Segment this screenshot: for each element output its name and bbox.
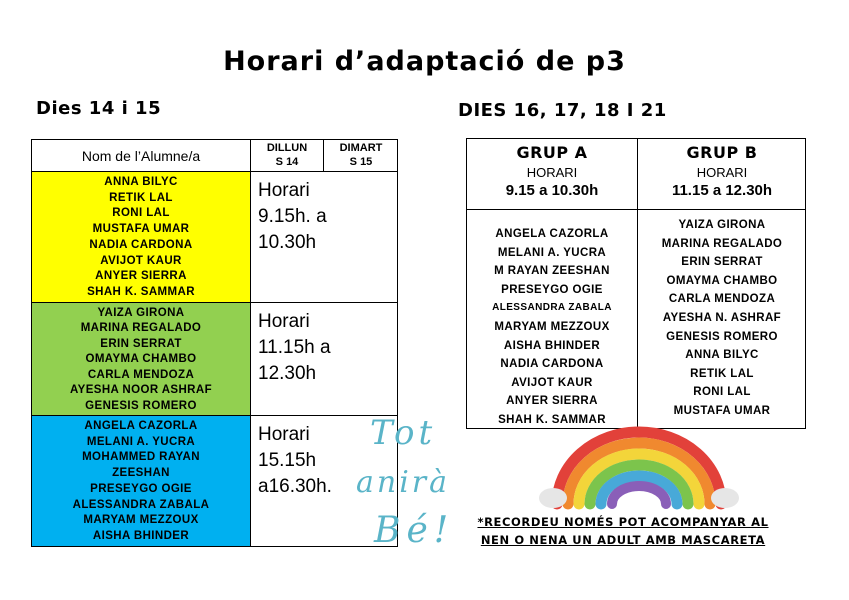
student-name: MUSTAFA UMAR bbox=[92, 223, 190, 236]
time-line: 11.15h a bbox=[258, 337, 331, 358]
page-title: Horari d’adaptació de p3 bbox=[223, 46, 626, 77]
student-name: NADIA CARDONA bbox=[89, 238, 193, 251]
list-item: AVIJOT KAUR bbox=[511, 376, 593, 389]
student-name: MARINA REGALADO bbox=[80, 322, 202, 334]
left-section-label: Dies 14 i 15 bbox=[36, 98, 162, 119]
group-green-time bbox=[258, 309, 393, 387]
time-line: Horari bbox=[258, 311, 310, 332]
student-name: OMAYMA CHAMBO bbox=[85, 353, 197, 365]
student-name: PRESEYGO OGIE bbox=[90, 482, 192, 495]
group-a-header bbox=[467, 143, 637, 199]
mask-note bbox=[458, 513, 788, 549]
group-yellow-time bbox=[258, 178, 393, 256]
group-yellow-row bbox=[32, 172, 397, 303]
group-blue-row bbox=[32, 416, 397, 546]
mask-note-line-2: NEN O NENA UN ADULT AMB MASCARETA bbox=[480, 533, 766, 547]
list-item: ANNA BILYC bbox=[685, 349, 759, 362]
list-item: PRESEYGO OGIE bbox=[501, 283, 603, 296]
group-a-hours: 9.15 a 10.30h bbox=[505, 182, 599, 199]
group-a-student-list bbox=[467, 225, 637, 430]
table-header-row bbox=[32, 140, 397, 172]
student-name: RONI LAL bbox=[112, 207, 170, 220]
handwriting-line-1: Tot bbox=[370, 413, 437, 453]
time-line: 12.30h bbox=[258, 363, 317, 384]
student-name: MOHAMMED RAYAN bbox=[82, 451, 200, 464]
student-name: ANNA BILYC bbox=[104, 175, 178, 188]
student-name: AVIJOT KAUR bbox=[100, 254, 182, 267]
student-name: SHAH K. SAMMAR bbox=[87, 286, 195, 299]
student-name: ANGELA CAZORLA bbox=[84, 419, 198, 432]
monday-header-line2: S 14 bbox=[275, 156, 299, 168]
list-item: ANGELA CAZORLA bbox=[495, 228, 609, 240]
tuesday-header-line2: S 15 bbox=[349, 156, 373, 168]
time-line: 15.15h bbox=[258, 450, 317, 471]
right-section-label: DIES 16, 17, 18 I 21 bbox=[458, 100, 667, 121]
time-line: Horari bbox=[258, 424, 310, 445]
list-item: MARYAM MEZZOUX bbox=[494, 320, 610, 333]
list-item: ERIN SERRAT bbox=[681, 256, 763, 269]
group-green-names bbox=[32, 303, 251, 415]
monday-header-line1: DILLUN bbox=[266, 142, 308, 154]
handwriting-line-3: Bé! bbox=[374, 510, 455, 551]
student-name: AISHA BHINDER bbox=[92, 530, 190, 543]
time-line: a16.30h. bbox=[258, 476, 332, 497]
list-item: MELANI A. YUCRA bbox=[497, 246, 607, 259]
list-item: AISHA BHINDER bbox=[503, 339, 601, 352]
list-item: AYESHA N. ASHRAF bbox=[662, 311, 782, 324]
tuesday-header bbox=[324, 140, 398, 171]
list-item: RONI LAL bbox=[693, 386, 751, 399]
list-item: ALESSANDRA ZABALA bbox=[492, 302, 612, 314]
student-name: MARYAM MEZZOUX bbox=[83, 514, 199, 527]
schedule-table-days-14-15 bbox=[31, 139, 398, 547]
rainbow-icon bbox=[539, 420, 739, 510]
list-item: SHAH K. SAMMAR bbox=[498, 413, 606, 426]
student-name: AYESHA NOOR ASHRAF bbox=[69, 384, 213, 396]
group-a-name: GRUP A bbox=[516, 143, 588, 162]
group-b-name: GRUP B bbox=[686, 143, 758, 162]
schedule-table-days-16-21 bbox=[466, 138, 806, 429]
list-item: MUSTAFA UMAR bbox=[673, 404, 771, 417]
time-line: 10.30h bbox=[258, 232, 317, 253]
group-blue-names bbox=[32, 416, 251, 546]
student-name: ERIN SERRAT bbox=[100, 337, 182, 350]
group-b-header bbox=[637, 143, 807, 199]
header-divider bbox=[467, 209, 805, 210]
student-name: ZEESHAN bbox=[112, 467, 170, 480]
student-name: RETIK LAL bbox=[109, 191, 173, 204]
group-b-schedule-label: HORARI bbox=[696, 165, 748, 180]
handwriting-line-2: anirà bbox=[356, 465, 451, 500]
list-item: OMAYMA CHAMBO bbox=[666, 274, 778, 287]
group-a-schedule-label: HORARI bbox=[526, 165, 578, 180]
list-item: MARINA REGALADO bbox=[661, 237, 783, 250]
list-item: GENESIS ROMERO bbox=[666, 330, 778, 343]
group-green-row bbox=[32, 303, 397, 416]
group-b-hours: 11.15 a 12.30h bbox=[671, 182, 773, 199]
list-item: ANYER SIERRA bbox=[506, 395, 598, 408]
student-name: ANYER SIERRA bbox=[95, 270, 187, 283]
student-name-header: Nom de l’Alumne/a bbox=[32, 140, 251, 171]
student-name: CARLA MENDOZA bbox=[87, 368, 195, 381]
group-b-student-list bbox=[637, 216, 807, 421]
list-item: YAIZA GIRONA bbox=[678, 219, 766, 231]
time-line: Horari bbox=[258, 180, 310, 201]
monday-header bbox=[251, 140, 324, 171]
list-item: NADIA CARDONA bbox=[500, 358, 604, 371]
group-yellow-names bbox=[32, 172, 251, 302]
student-name: GENESIS ROMERO bbox=[85, 399, 197, 412]
tuesday-header-line1: DIMART bbox=[339, 142, 383, 154]
student-name: YAIZA GIRONA bbox=[97, 306, 185, 319]
list-item: RETIK LAL bbox=[690, 367, 754, 380]
list-item: CARLA MENDOZA bbox=[668, 293, 776, 306]
list-item: M RAYAN ZEESHAN bbox=[494, 265, 610, 278]
student-name: MELANI A. YUCRA bbox=[86, 435, 196, 448]
time-line: 9.15h. a bbox=[258, 206, 327, 227]
mask-note-line-1: *RECORDEU NOMÉS POT ACOMPANYAR AL bbox=[477, 515, 769, 529]
student-name: ALESSANDRA ZABALA bbox=[72, 498, 210, 511]
